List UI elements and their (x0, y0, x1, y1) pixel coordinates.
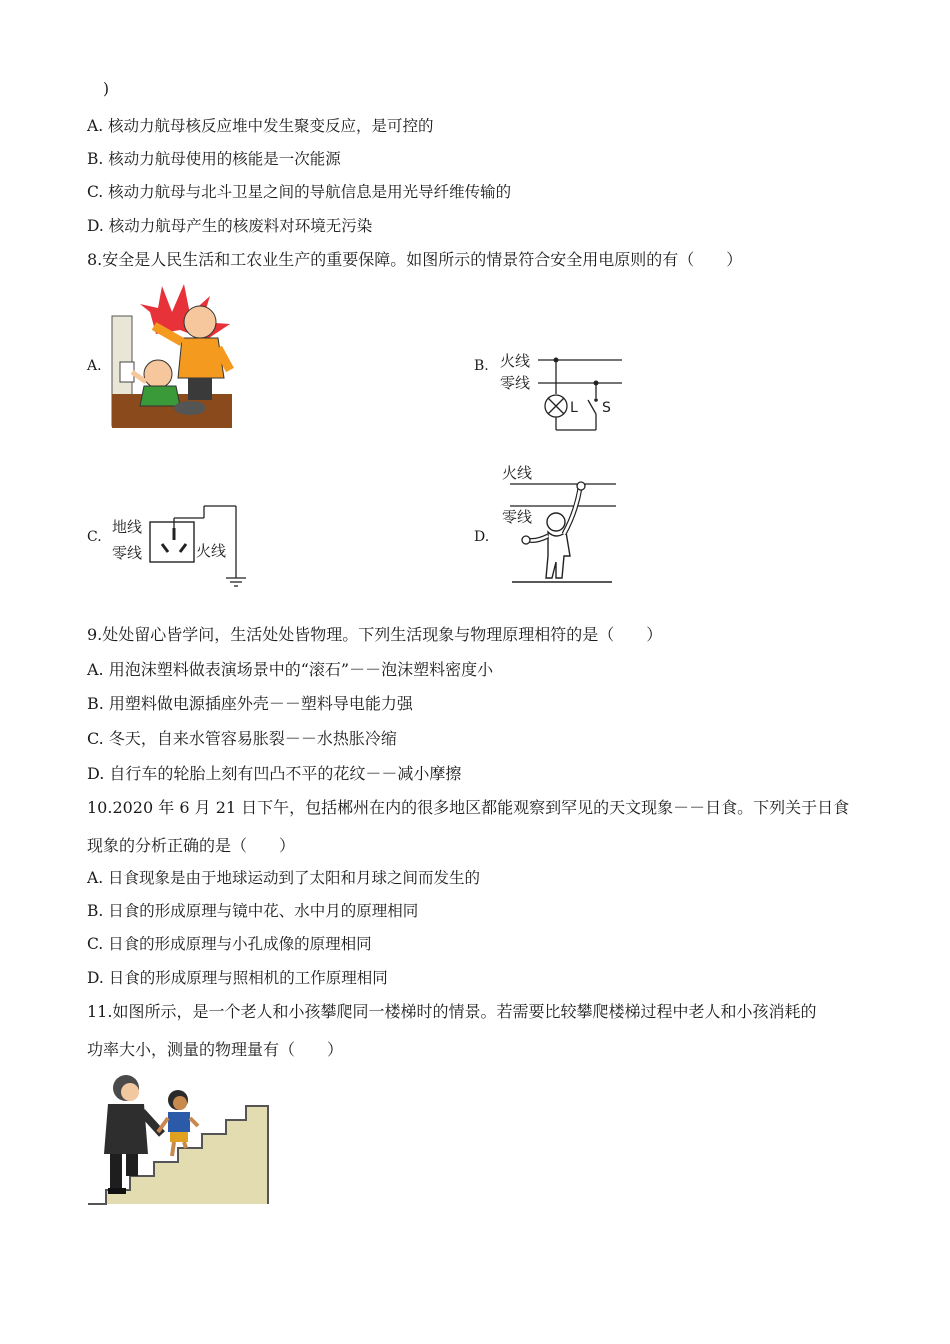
q8b-lamp-label: L (570, 400, 578, 416)
q9-option-c: C. 冬天，自来水管容易胀裂－－水热胀冷缩 (87, 729, 397, 748)
q10-option-d: D. 日食的形成原理与照相机的工作原理相同 (87, 969, 388, 987)
q8-label-c: C. (87, 529, 102, 545)
q7-tail: ) (103, 80, 110, 98)
q8d-neutral-label: 零线 (502, 508, 533, 526)
q7-option-d: D. 核动力航母产生的核废料对环境无污染 (87, 217, 373, 235)
q11-stem-line2: 功率大小，测量的物理量有（ ） (87, 1040, 344, 1059)
q8-figure-c-socket (110, 500, 252, 590)
q7-option-a: A. 核动力航母核反应堆中发生聚变反应，是可控的 (87, 117, 434, 135)
q8-figure-b-circuit (500, 348, 624, 434)
q8-label-a: A. (87, 358, 102, 374)
q8c-neutral-label: 零线 (112, 544, 143, 562)
q8c-ground-label: 地线 (112, 518, 143, 536)
q10-stem-line1: 10.2020 年 6 月 21 日下午，包括郴州在内的很多地区都能观察到罕见的天文现象－－日食。下列关于日食 (87, 798, 850, 817)
q8b-switch-label: S (602, 400, 611, 416)
q8-figure-a-child-socket (110, 282, 236, 430)
q8-label-b: B. (474, 358, 489, 374)
q11-stem-line1: 11.如图所示，是一个老人和小孩攀爬同一楼梯时的情景。若需要比较攀爬楼梯过程中老人和小孩消耗的 (87, 1002, 817, 1021)
q11-figure-stairs (86, 1070, 272, 1208)
q10-option-c: C. 日食的形成原理与小孔成像的原理相同 (87, 935, 372, 953)
q7-option-c: C. 核动力航母与北斗卫星之间的导航信息是用光导纤维传输的 (87, 183, 512, 201)
q8b-neutral-label: 零线 (500, 374, 531, 392)
q9-option-a: A. 用泡沫塑料做表演场景中的“滚石”－－泡沫塑料密度小 (87, 660, 494, 679)
q9-option-b: B. 用塑料做电源插座外壳－－塑料导电能力强 (87, 694, 413, 713)
q8-figure-d-person-touching-wire (500, 458, 620, 588)
q10-option-a: A. 日食现象是由于地球运动到了太阳和月球之间而发生的 (87, 869, 481, 887)
q7-option-b: B. 核动力航母使用的核能是一次能源 (87, 150, 341, 168)
q8-stem: 8.安全是人民生活和工农业生产的重要保障。如图所示的情景符合安全用电原则的有（ ） (87, 250, 743, 269)
q9-stem: 9.处处留心皆学问，生活处处皆物理。下列生活现象与物理原理相符的是（ ） (87, 625, 663, 644)
q8b-live-label: 火线 (500, 352, 531, 370)
q10-stem-line2: 现象的分析正确的是（ ） (87, 836, 296, 855)
q8-label-d: D. (474, 529, 490, 545)
q8c-live-label: 火线 (196, 542, 227, 560)
q10-option-b: B. 日食的形成原理与镜中花、水中月的原理相同 (87, 902, 419, 920)
q9-option-d: D. 自行车的轮胎上刻有凹凸不平的花纹－－减小摩擦 (87, 764, 462, 783)
q8d-live-label: 火线 (502, 464, 533, 482)
